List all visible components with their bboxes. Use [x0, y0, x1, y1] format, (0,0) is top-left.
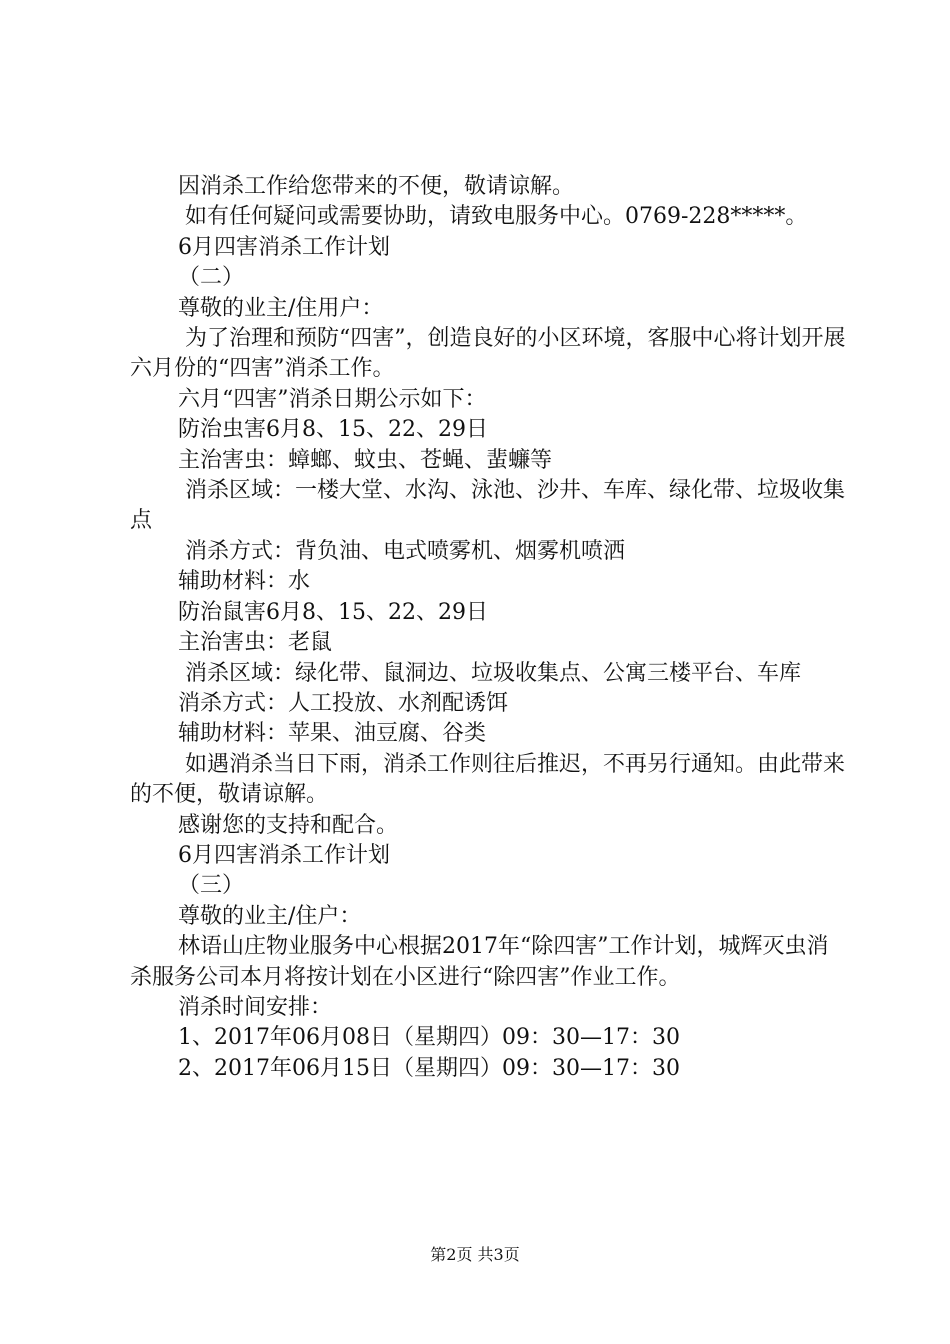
paragraph: 防治虫害6月8、15、22、29日 [178, 417, 488, 443]
page-footer: 第2页 共3页 [430, 1245, 520, 1264]
paragraph: 6月四害消杀工作计划 [178, 234, 390, 260]
paragraph: 如有任何疑问或需要协助，请致电服务中心。0769-228*****。 [185, 204, 808, 230]
paragraph: 因消杀工作给您带来的不便，敬请谅解。 [178, 174, 575, 199]
paragraph: 6月四害消杀工作计划 [178, 842, 390, 868]
paragraph: （三） [178, 873, 245, 899]
paragraph: 主治害虫：蟑螂、蚊虫、苍蝇、蜚蠊等 [178, 447, 553, 473]
paragraph: 尊敬的业主/住户： [178, 903, 362, 929]
paragraph: 尊敬的业主/住用户： [178, 295, 384, 321]
paragraph: 主治害虫：老鼠 [178, 630, 333, 656]
paragraph: 消杀区域：一楼大堂、水沟、泳池、沙井、车库、绿化带、垃圾收集点 [130, 478, 846, 534]
paragraph: （二） [178, 265, 245, 291]
paragraph: 六月“四害”消杀日期公示如下： [178, 386, 487, 412]
paragraph: 消杀区域：绿化带、鼠洞边、垃圾收集点、公寓三楼平台、车库 [185, 660, 802, 686]
paragraph: 消杀方式：人工投放、水剂配诱饵 [178, 690, 509, 716]
paragraph: 消杀方式：背负油、电式喷雾机、烟雾机喷洒 [185, 538, 626, 564]
paragraph: 辅助材料：苹果、油豆腐、谷类 [178, 721, 487, 747]
paragraph: 消杀时间安排： [178, 994, 333, 1020]
paragraph: 2、2017年06月15日（星期四）09：30—17：30 [178, 1055, 680, 1081]
paragraph: 防治鼠害6月8、15、22、29日 [178, 599, 488, 625]
paragraph: 为了治理和预防“四害”，创造良好的小区环境，客服中心将计划开展六月份的“四害”消杀工作。 [130, 326, 846, 382]
paragraph: 感谢您的支持和配合。 [178, 812, 399, 838]
document-body [130, 172, 850, 1084]
paragraph: 林语山庄物业服务中心根据2017年“除四害”工作计划，城辉灭虫消杀服务公司本月将按计划在小区进行“除四害”作业工作。 [130, 934, 829, 990]
paragraph: 如遇消杀当日下雨，消杀工作则往后推迟，不再另行通知。由此带来的不便，敬请谅解。 [130, 751, 846, 808]
paragraph: 1、2017年06月08日（星期四）09：30—17：30 [178, 1025, 680, 1051]
paragraph: 辅助材料：水 [178, 569, 311, 595]
